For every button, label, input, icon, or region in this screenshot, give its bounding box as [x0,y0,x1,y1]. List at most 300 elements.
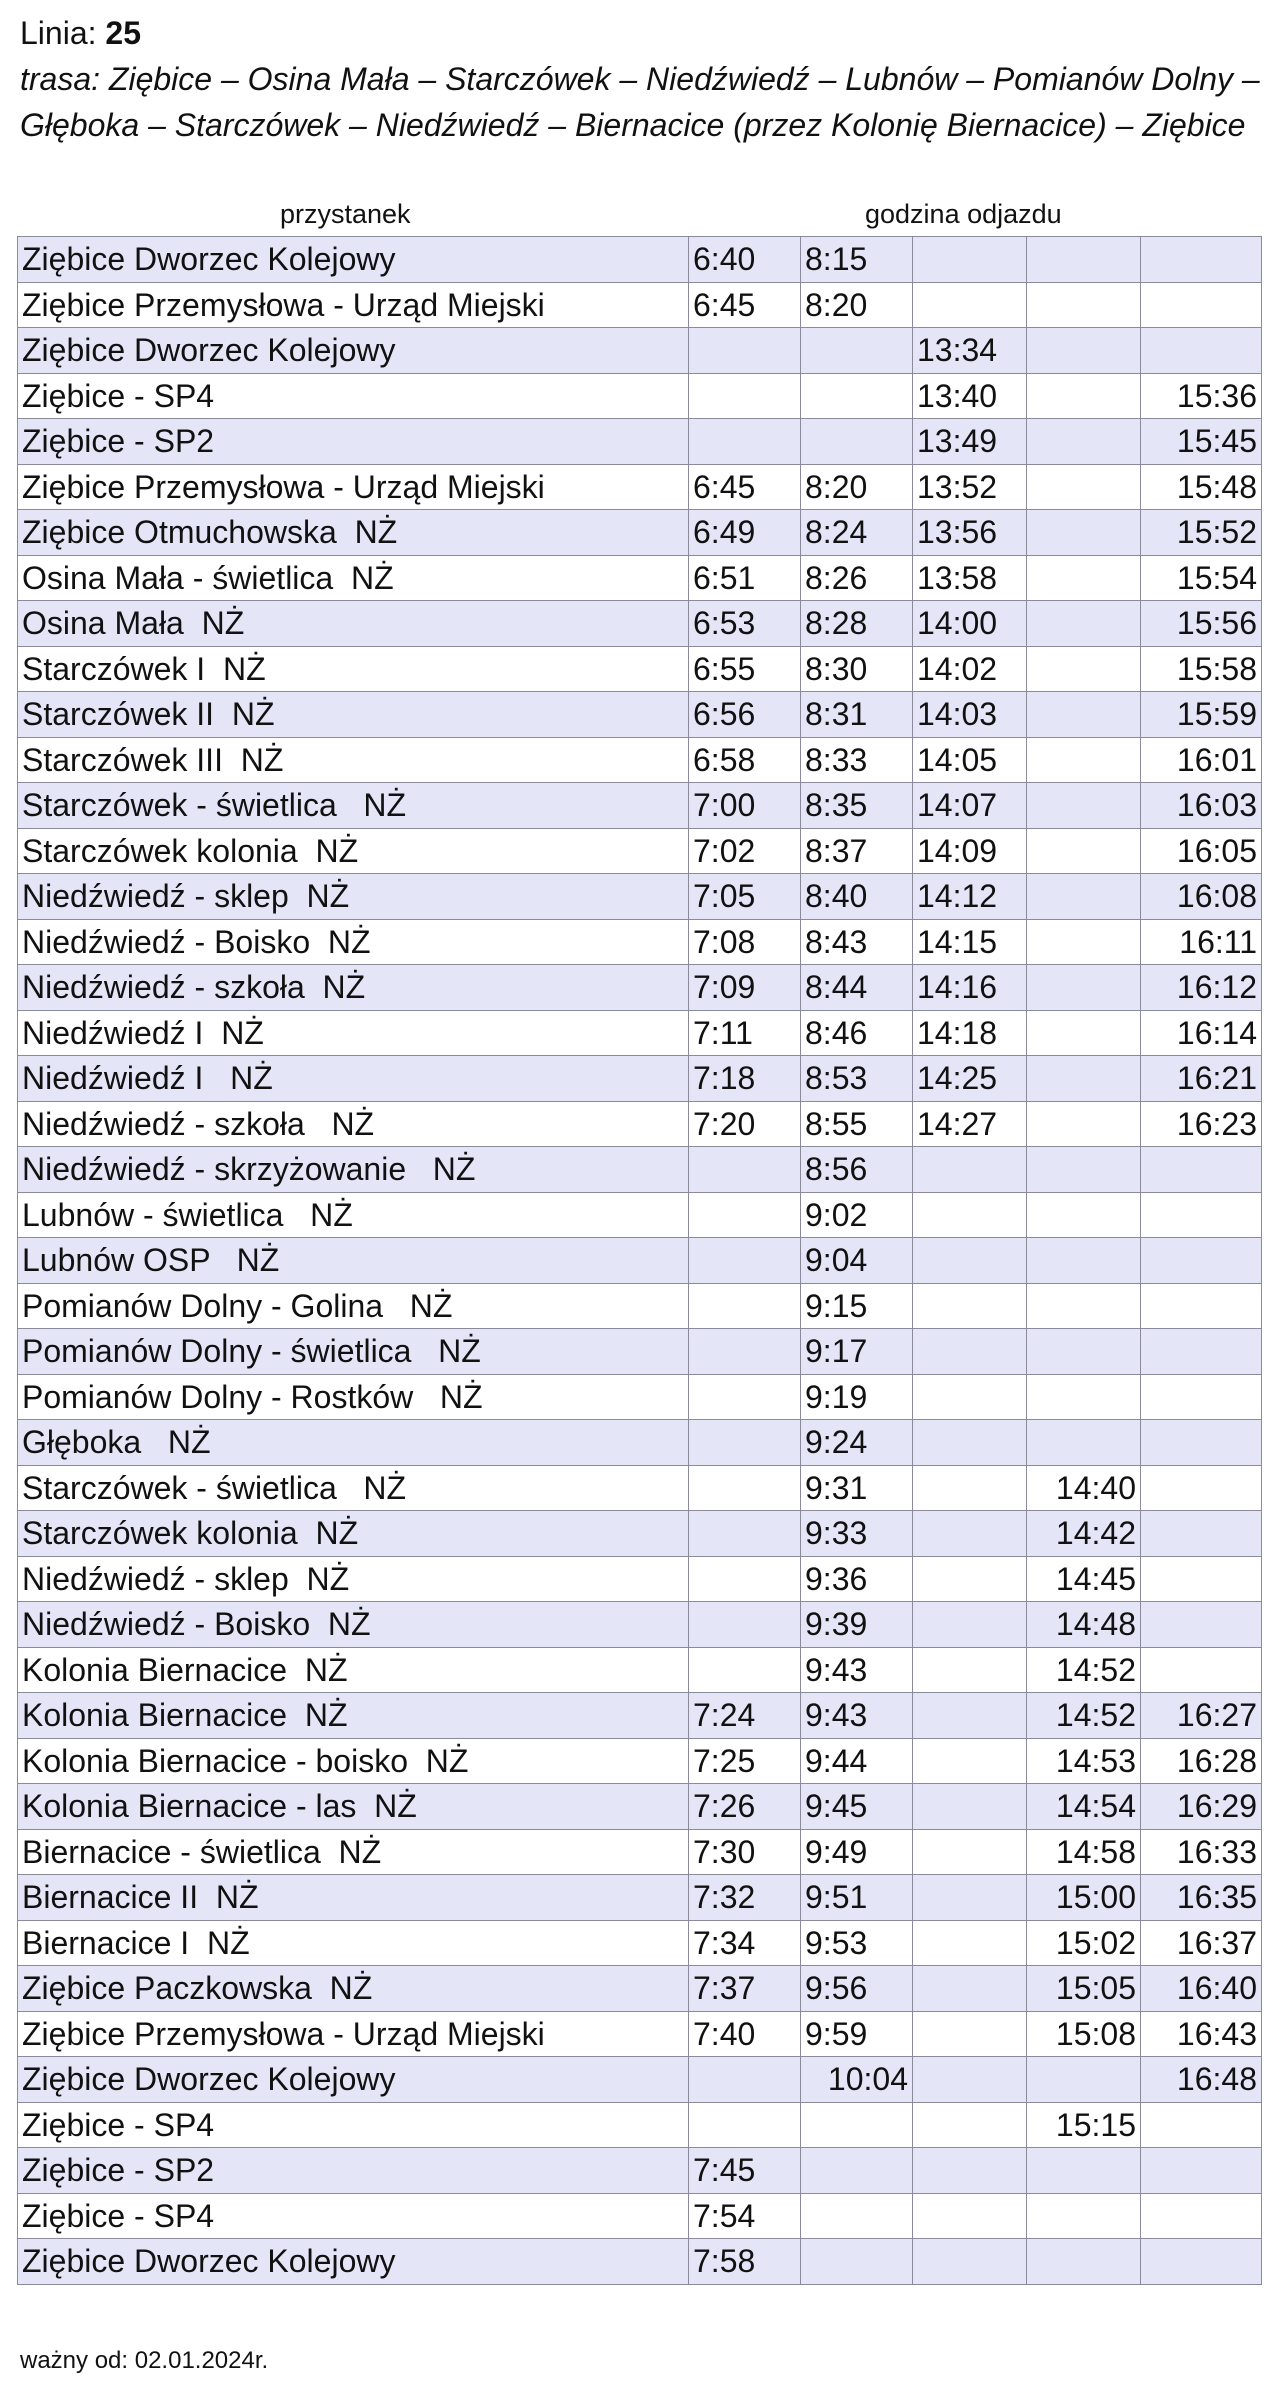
departure-time [913,1829,1027,1875]
stop-name: Niedźwiedź - Boisko NŻ [18,919,689,965]
table-row [18,2011,1262,2057]
departure-time: 6:55 [689,646,801,692]
departure-time: 13:52 [913,464,1027,510]
stop-name: Kolonia Biernacice - las NŻ [18,1784,689,1830]
departure-time [1027,2239,1141,2285]
departure-time [1027,1010,1141,1056]
departure-time [913,1465,1027,1511]
departure-time: 9:02 [801,1192,913,1238]
departure-time: 8:37 [801,828,913,874]
departure-time [913,2239,1027,2285]
departure-time [1141,1238,1262,1284]
departure-time [913,1693,1027,1739]
departure-time: 6:49 [689,510,801,556]
departure-time [913,1147,1027,1193]
departure-time: 9:33 [801,1511,913,1557]
departure-time [1141,1556,1262,1602]
table-row [18,965,1262,1011]
departure-time [689,1329,801,1375]
stop-name: Niedźwiedź - szkoła NŻ [18,965,689,1011]
stop-name: Starczówek II NŻ [18,692,689,738]
departure-time: 16:08 [1141,874,1262,920]
stop-name: Kolonia Biernacice - boisko NŻ [18,1738,689,1784]
departure-time [913,1920,1027,1966]
departure-time [1141,1374,1262,1420]
departure-time: 14:45 [1027,1556,1141,1602]
departure-time [1027,1283,1141,1329]
departure-time: 6:51 [689,555,801,601]
departure-time: 9:45 [801,1784,913,1830]
departure-time: 16:03 [1141,783,1262,829]
table-row [18,555,1262,601]
departure-time [1027,965,1141,1011]
departure-time [689,2057,801,2103]
departure-time [801,2239,913,2285]
departure-time: 9:43 [801,1647,913,1693]
departure-time: 15:02 [1027,1920,1141,1966]
stop-name: Kolonia Biernacice NŻ [18,1693,689,1739]
departure-time [1141,1283,1262,1329]
departure-time: 16:11 [1141,919,1262,965]
departure-time [1141,1147,1262,1193]
departure-time: 14:40 [1027,1465,1141,1511]
departure-time [913,1329,1027,1375]
departure-time: 7:09 [689,965,801,1011]
departure-time [913,1647,1027,1693]
departure-time: 8:28 [801,601,913,647]
table-row [18,1329,1262,1375]
table-row [18,282,1262,328]
departure-time [1141,1647,1262,1693]
departure-time [1027,646,1141,692]
departure-time: 8:44 [801,965,913,1011]
departure-time: 9:59 [801,2011,913,2057]
table-row [18,1556,1262,1602]
departure-time [1027,1192,1141,1238]
departure-time: 8:53 [801,1056,913,1102]
departure-time: 16:40 [1141,1966,1262,2012]
departure-time: 6:45 [689,282,801,328]
departure-time [1027,1329,1141,1375]
column-header-departure-time: godzina odjazdu [865,199,1062,229]
stop-name: Niedźwiedź - szkoła NŻ [18,1101,689,1147]
departure-time: 15:05 [1027,1966,1141,2012]
departure-time [1027,2148,1141,2194]
departure-time: 7:34 [689,1920,801,1966]
departure-time: 9:24 [801,1420,913,1466]
departure-time [913,2057,1027,2103]
departure-time [1027,2193,1141,2239]
departure-time: 14:00 [913,601,1027,647]
table-row [18,1374,1262,1420]
departure-time: 10:04 [801,2057,913,2103]
departure-time: 8:20 [801,282,913,328]
stop-name: Ziębice - SP4 [18,373,689,419]
departure-time: 7:08 [689,919,801,965]
departure-time: 15:00 [1027,1875,1141,1921]
line-title [20,10,141,56]
stop-name: Ziębice Otmuchowska NŻ [18,510,689,556]
departure-time: 7:32 [689,1875,801,1921]
departure-time [801,2193,913,2239]
departure-time: 7:54 [689,2193,801,2239]
departure-time: 8:56 [801,1147,913,1193]
departure-time [689,373,801,419]
departure-time [1141,1420,1262,1466]
departure-time [801,2148,913,2194]
departure-time: 16:21 [1141,1056,1262,1102]
departure-time: 9:39 [801,1602,913,1648]
departure-time: 8:15 [801,237,913,283]
departure-time [913,2102,1027,2148]
stop-name: Ziębice - SP4 [18,2102,689,2148]
departure-time [689,1647,801,1693]
stop-name: Lubnów OSP NŻ [18,1238,689,1284]
departure-time [1027,828,1141,874]
table-row [18,1920,1262,1966]
table-row [18,1511,1262,1557]
departure-time: 6:45 [689,464,801,510]
stop-name: Niedźwiedź - sklep NŻ [18,1556,689,1602]
departure-time [801,2102,913,2148]
departure-time: 8:35 [801,783,913,829]
departure-time: 8:30 [801,646,913,692]
table-row [18,1238,1262,1284]
departure-time: 7:02 [689,828,801,874]
departure-time: 13:49 [913,419,1027,465]
departure-time [913,237,1027,283]
departure-time: 14:54 [1027,1784,1141,1830]
departure-time [913,282,1027,328]
departure-time: 6:53 [689,601,801,647]
departure-time: 14:16 [913,965,1027,1011]
table-row [18,464,1262,510]
departure-time [913,1784,1027,1830]
departure-time [913,1966,1027,2012]
stop-name: Ziębice Przemysłowa - Urząd Miejski [18,2011,689,2057]
departure-time [1027,783,1141,829]
departure-time: 16:01 [1141,737,1262,783]
departure-time: 7:20 [689,1101,801,1147]
departure-time: 7:58 [689,2239,801,2285]
table-row [18,2193,1262,2239]
table-row [18,2102,1262,2148]
departure-time: 14:12 [913,874,1027,920]
departure-time: 14:09 [913,828,1027,874]
departure-time [689,1147,801,1193]
departure-time: 14:52 [1027,1647,1141,1693]
departure-time: 7:26 [689,1784,801,1830]
departure-time: 14:25 [913,1056,1027,1102]
departure-time [1141,1465,1262,1511]
departure-time: 8:40 [801,874,913,920]
stop-name: Głęboka NŻ [18,1420,689,1466]
departure-time [1141,1602,1262,1648]
departure-time: 8:26 [801,555,913,601]
table-row [18,1784,1262,1830]
departure-time: 8:24 [801,510,913,556]
table-row [18,737,1262,783]
departure-time: 9:43 [801,1693,913,1739]
departure-time [1141,328,1262,374]
departure-time [1027,737,1141,783]
stop-name: Ziębice Dworzec Kolejowy [18,328,689,374]
table-row [18,646,1262,692]
departure-time: 7:18 [689,1056,801,1102]
table-row [18,1647,1262,1693]
departure-time [689,1602,801,1648]
departure-time [1141,2239,1262,2285]
departure-time: 15:58 [1141,646,1262,692]
departure-time [1027,601,1141,647]
departure-time [1027,237,1141,283]
departure-time: 9:56 [801,1966,913,2012]
departure-time [689,419,801,465]
departure-time [913,1738,1027,1784]
departure-time: 8:33 [801,737,913,783]
departure-time: 16:12 [1141,965,1262,1011]
line-label: Linia: [20,15,106,51]
table-row [18,1966,1262,2012]
departure-time [1141,2102,1262,2148]
stop-name: Pomianów Dolny - Golina NŻ [18,1283,689,1329]
departure-time [689,1420,801,1466]
departure-time: 13:56 [913,510,1027,556]
departure-time [1027,1374,1141,1420]
departure-time: 16:33 [1141,1829,1262,1875]
table-row [18,783,1262,829]
departure-time [1027,1147,1141,1193]
departure-time: 9:31 [801,1465,913,1511]
stop-name: Niedźwiedź - skrzyżowanie NŻ [18,1147,689,1193]
departure-time [689,1511,801,1557]
departure-time: 9:15 [801,1283,913,1329]
stop-name: Ziębice Dworzec Kolejowy [18,2057,689,2103]
departure-time [801,419,913,465]
table-row [18,2057,1262,2103]
departure-time [1141,1329,1262,1375]
stop-name: Pomianów Dolny - Rostków NŻ [18,1374,689,1420]
table-row [18,510,1262,556]
table-row [18,1283,1262,1329]
table-row [18,1602,1262,1648]
departure-time: 14:15 [913,919,1027,965]
stop-name: Ziębice - SP2 [18,2148,689,2194]
stop-name: Biernacice I NŻ [18,1920,689,1966]
departure-time [1141,1192,1262,1238]
table-row [18,1420,1262,1466]
stop-name: Osina Mała NŻ [18,601,689,647]
departure-time: 8:46 [801,1010,913,1056]
departure-time [801,328,913,374]
departure-time [689,1238,801,1284]
table-row [18,1056,1262,1102]
departure-time: 7:40 [689,2011,801,2057]
departure-time: 7:37 [689,1966,801,2012]
departure-time [1141,237,1262,283]
departure-time: 8:31 [801,692,913,738]
departure-time [1027,874,1141,920]
departure-time [689,1556,801,1602]
departure-time: 9:49 [801,1829,913,1875]
departure-time: 9:53 [801,1920,913,1966]
departure-time [913,1192,1027,1238]
stop-name: Niedźwiedź - sklep NŻ [18,874,689,920]
departure-time: 13:34 [913,328,1027,374]
departure-time [1141,2148,1262,2194]
table-row [18,328,1262,374]
departure-time: 15:52 [1141,510,1262,556]
departure-time [1141,1511,1262,1557]
departure-time: 14:42 [1027,1511,1141,1557]
stop-name: Ziębice - SP4 [18,2193,689,2239]
table-row [18,2148,1262,2194]
departure-time: 14:27 [913,1101,1027,1147]
departure-time: 16:05 [1141,828,1262,874]
departure-time [913,1420,1027,1466]
stop-name: Ziębice Paczkowska NŻ [18,1966,689,2012]
departure-time: 15:08 [1027,2011,1141,2057]
stop-name: Biernacice II NŻ [18,1875,689,1921]
stop-name: Niedźwiedź I NŻ [18,1056,689,1102]
departure-time [1141,2193,1262,2239]
stop-name: Biernacice - świetlica NŻ [18,1829,689,1875]
stop-name: Lubnów - świetlica NŻ [18,1192,689,1238]
departure-time: 16:35 [1141,1875,1262,1921]
stop-name: Ziębice Dworzec Kolejowy [18,2239,689,2285]
table-row [18,1147,1262,1193]
stop-name: Ziębice Dworzec Kolejowy [18,237,689,283]
departure-time [689,1192,801,1238]
departure-time [1027,1238,1141,1284]
departure-time [1141,282,1262,328]
departure-time: 16:28 [1141,1738,1262,1784]
departure-time: 9:17 [801,1329,913,1375]
table-row [18,1101,1262,1147]
departure-time: 16:27 [1141,1693,1262,1739]
departure-time: 16:14 [1141,1010,1262,1056]
departure-time [913,1238,1027,1284]
departure-time: 14:48 [1027,1602,1141,1648]
table-row [18,1829,1262,1875]
departure-time: 16:48 [1141,2057,1262,2103]
timetable [17,236,1262,2285]
departure-time [1027,1056,1141,1102]
stop-name: Ziębice Przemysłowa - Urząd Miejski [18,282,689,328]
table-row [18,828,1262,874]
stop-name: Starczówek - świetlica NŻ [18,1465,689,1511]
stop-name: Kolonia Biernacice NŻ [18,1647,689,1693]
table-row [18,1010,1262,1056]
stop-name: Pomianów Dolny - świetlica NŻ [18,1329,689,1375]
table-row [18,373,1262,419]
departure-time [913,1556,1027,1602]
departure-time [689,328,801,374]
departure-time [913,2011,1027,2057]
departure-time [1027,373,1141,419]
departure-time: 7:30 [689,1829,801,1875]
line-number: 25 [105,15,141,51]
departure-time: 15:48 [1141,464,1262,510]
table-row [18,1192,1262,1238]
table-row [18,2239,1262,2285]
departure-time: 6:40 [689,237,801,283]
departure-time [1027,282,1141,328]
departure-time: 9:19 [801,1374,913,1420]
departure-time: 15:56 [1141,601,1262,647]
valid-from-note: ważny od: 02.01.2024r. [20,2347,269,2374]
table-row [18,601,1262,647]
departure-time: 6:58 [689,737,801,783]
departure-time: 9:36 [801,1556,913,1602]
stop-name: Niedźwiedź - Boisko NŻ [18,1602,689,1648]
stop-name: Ziębice - SP2 [18,419,689,465]
departure-time: 7:25 [689,1738,801,1784]
table-row [18,1693,1262,1739]
table-row [18,237,1262,283]
departure-time [1027,1101,1141,1147]
stop-name: Starczówek kolonia NŻ [18,828,689,874]
departure-time: 15:36 [1141,373,1262,419]
departure-time [1027,464,1141,510]
departure-time: 14:58 [1027,1829,1141,1875]
departure-time: 7:00 [689,783,801,829]
departure-time: 9:44 [801,1738,913,1784]
departure-time: 14:05 [913,737,1027,783]
table-row [18,1738,1262,1784]
stop-name: Starczówek III NŻ [18,737,689,783]
departure-time [1027,2057,1141,2103]
departure-time [1027,692,1141,738]
departure-time [689,1283,801,1329]
table-row [18,419,1262,465]
table-row [18,692,1262,738]
departure-time [1027,419,1141,465]
departure-time: 9:04 [801,1238,913,1284]
stop-name: Niedźwiedź I NŻ [18,1010,689,1056]
departure-time [913,1602,1027,1648]
departure-time [1027,328,1141,374]
departure-time: 16:43 [1141,2011,1262,2057]
departure-time [801,373,913,419]
departure-time [913,1511,1027,1557]
stop-name: Starczówek kolonia NŻ [18,1511,689,1557]
departure-time: 15:54 [1141,555,1262,601]
stop-name: Ziębice Przemysłowa - Urząd Miejski [18,464,689,510]
departure-time [689,1374,801,1420]
departure-time: 16:29 [1141,1784,1262,1830]
departure-time: 16:23 [1141,1101,1262,1147]
departure-time [1027,555,1141,601]
departure-time: 13:40 [913,373,1027,419]
column-header-stop: przystanek [280,199,411,229]
departure-time: 15:15 [1027,2102,1141,2148]
departure-time: 7:11 [689,1010,801,1056]
departure-time: 14:02 [913,646,1027,692]
departure-time: 6:56 [689,692,801,738]
table-row [18,874,1262,920]
route-description: trasa: Ziębice – Osina Mała – Starczówek – Niedźwiedź – Lubnów – Pomianów Dolny – Głęboka – Starczówek – Niedźwiedź – Biernacice (przez Kolonię Biernacice) – Ziębice [20,61,1260,143]
departure-time: 9:51 [801,1875,913,1921]
departure-time [913,2148,1027,2194]
stop-name: Starczówek - świetlica NŻ [18,783,689,829]
departure-time: 13:58 [913,555,1027,601]
departure-time: 7:05 [689,874,801,920]
table-row [18,1465,1262,1511]
departure-time [1027,1420,1141,1466]
departure-time: 8:43 [801,919,913,965]
departure-time [689,1465,801,1511]
